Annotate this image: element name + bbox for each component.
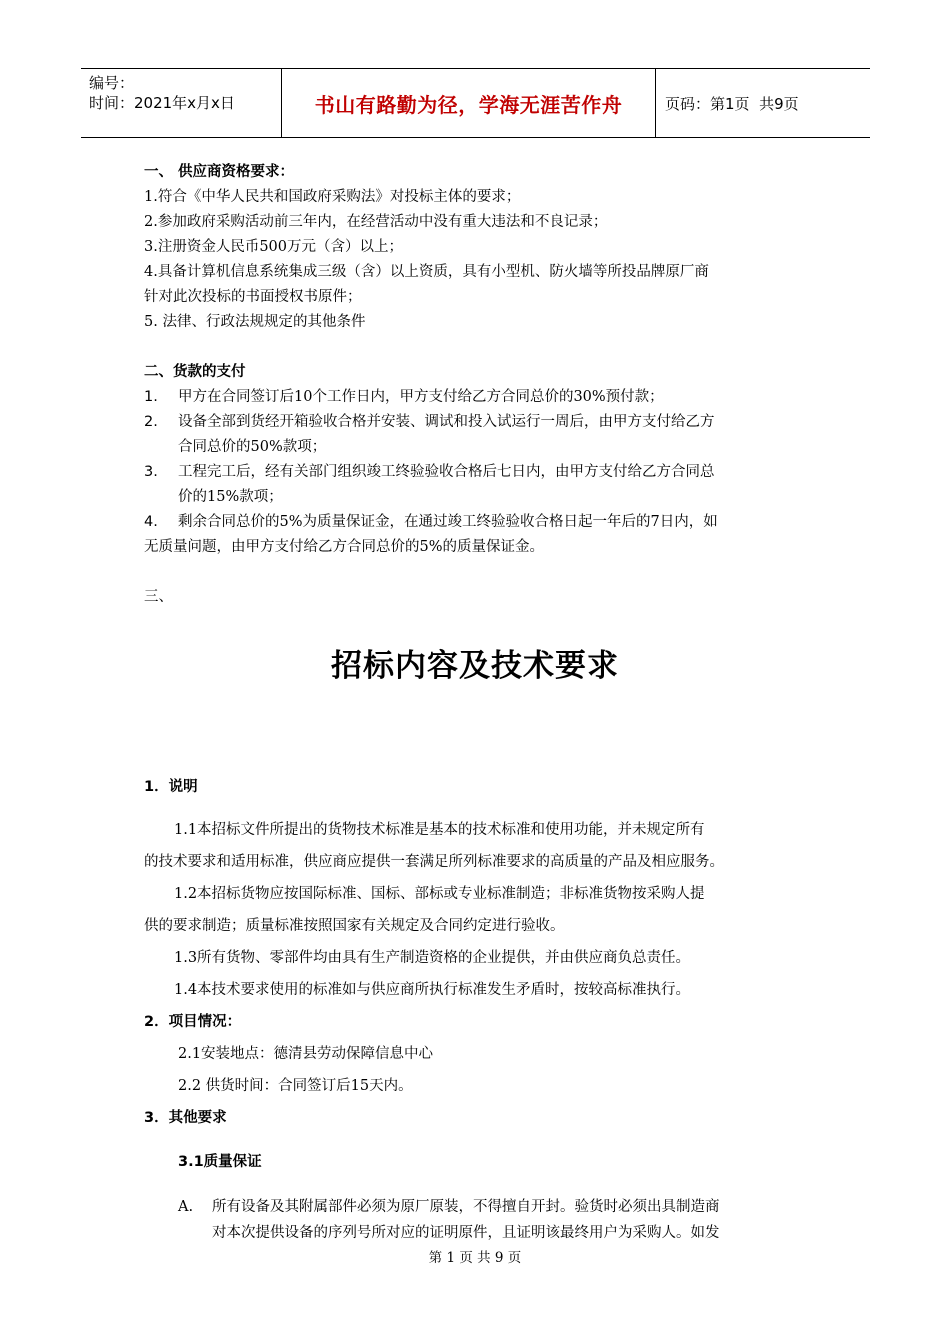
section1-heading: 一、 供应商资格要求： [144, 164, 295, 180]
section1-item: 4.具备计算机信息系统集成三级（含）以上资质，具有小型机、防火墙等所投品牌原厂商 [144, 264, 709, 280]
content-lower [144, 774, 814, 1246]
payment-item-number: 3. [144, 464, 158, 480]
quality-item-line: 所有设备及其附属部件必须为原厂原装，不得擅自开封。验货时必须出具制造商 [212, 1199, 720, 1215]
section1-item: 1.符合《中华人民共和国政府采购法》对投标主体的要求； [144, 189, 521, 205]
header-motto: 书山有路勤为径，学海无涯苦作舟 [282, 69, 656, 137]
payment-item-line: 工程完工后，经有关部门组织竣工终验验收合格后七日内，由甲方支付给乙方合同总 [178, 464, 715, 480]
payment-item-line: 价的15%款项； [178, 489, 283, 505]
main-title: 招标内容及技术要求 [331, 648, 619, 684]
payment-item-text: 剩余合同总价的5%为质量保证金，在通过竣工终验验收合格日起一年后的7日内，如 [178, 514, 718, 530]
payment-item-text [178, 410, 814, 460]
part1-paragraph-line: 1.3所有货物、零部件均由具有生产制造资格的企业提供，并由供应商负总责任。 [174, 950, 691, 966]
page-info: 页码：第1页 共9页 [665, 94, 799, 113]
payment-item-line: 设备全部到货经开箱验收合格并安装、调试和投入试运行一周后，由甲方支付给乙方 [178, 414, 715, 430]
content-upper [144, 160, 814, 610]
part1-paragraph-line: 1.2本招标货物应按国际标准、国标、部标或专业标准制造；非标准货物按采购人提 [174, 886, 705, 902]
header-page-info-cell [656, 69, 870, 137]
payment-item-text [178, 460, 814, 510]
quality-item-label: A. [178, 1199, 194, 1215]
time-label: 时间：2021年x月x日 [89, 94, 235, 112]
part2-item: 2.1安装地点：德清县劳动保障信息中心 [178, 1046, 434, 1062]
payment-item-text: 甲方在合同签订后10个工作日内，甲方支付给乙方合同总价的30%预付款； [178, 389, 664, 405]
payment-item [144, 410, 814, 460]
payment-item-line: 合同总价的50%款项； [178, 439, 327, 455]
header-table [81, 68, 870, 138]
quality-item [144, 1194, 814, 1246]
payment-item-tail: 无质量问题，由甲方支付给乙方合同总价的5%的质量保证金。 [144, 539, 545, 555]
section1-item: 5. 法律、行政法规规定的其他条件 [144, 314, 366, 330]
section1-item: 3.注册资金人民币500万元（含）以上； [144, 239, 404, 255]
part3-subheading: 3.1质量保证 [178, 1154, 262, 1170]
payment-item [144, 460, 814, 510]
part2-item: 2.2 供货时间：合同签订后15天内。 [178, 1078, 413, 1094]
payment-item-number: 2. [144, 414, 158, 430]
quality-item-text [212, 1194, 814, 1246]
part1-heading: 1．说明 [144, 779, 198, 795]
part2-heading: 2．项目情况： [144, 1014, 242, 1030]
part1-paragraph-line: 1.4本技术要求使用的标准如与供应商所执行标准发生矛盾时，按较高标准执行。 [174, 982, 691, 998]
payment-item [144, 510, 814, 535]
payment-item-number: 4. [144, 514, 158, 530]
quality-item-line: 对本次提供设备的序列号所对应的证明原件，且证明该最终用户为采购人。如发 [212, 1225, 720, 1241]
part3-heading: 3．其他要求 [144, 1110, 227, 1126]
part1-paragraph-line: 的技术要求和适用标准，供应商应提供一套满足所列标准要求的高质量的产品及相应服务。 [144, 854, 724, 870]
section1-item: 针对此次投标的书面授权书原件； [144, 289, 362, 305]
section3-label: 三、 [144, 589, 173, 605]
payment-item-number: 1. [144, 389, 158, 405]
part1-paragraph-line: 1.1本招标文件所提出的货物技术标准是基本的技术标准和使用功能，并未规定所有 [174, 822, 705, 838]
section2-heading: 二、货款的支付 [144, 364, 246, 380]
section1-item: 2.参加政府采购活动前三年内，在经营活动中没有重大违法和不良记录； [144, 214, 608, 230]
part1-paragraph-line: 供的要求制造；质量标准按照国家有关规定及合同约定进行验收。 [144, 918, 565, 934]
page-footer: 第 1 页 共 9 页 [428, 1250, 522, 1266]
number-label: 编号： [89, 74, 135, 92]
payment-item [144, 385, 814, 410]
header-left-cell [81, 69, 282, 137]
